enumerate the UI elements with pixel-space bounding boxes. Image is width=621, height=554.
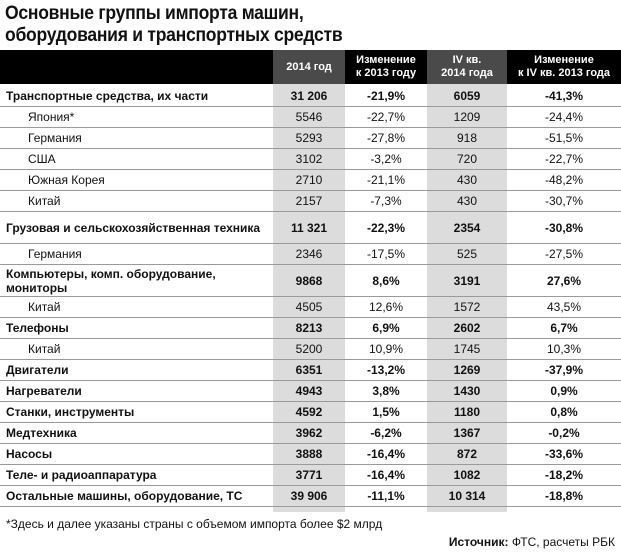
cell-q4-2014: 3191 bbox=[453, 273, 481, 288]
cell-change-q4-2013: -41,3% bbox=[544, 89, 584, 103]
table-row bbox=[0, 212, 621, 244]
cell-q4-2014: 10 314 bbox=[448, 489, 486, 503]
cell-2014: 2710 bbox=[295, 173, 323, 187]
page-title bbox=[5, 2, 554, 46]
cell-2014: 39 906 bbox=[290, 489, 328, 503]
cell-2014: 5200 bbox=[295, 342, 323, 356]
cell-change-2013: -16,4% bbox=[366, 468, 406, 482]
data-table bbox=[0, 86, 621, 507]
row-label: США bbox=[28, 152, 56, 166]
cell-change-q4-2013: -30,8% bbox=[544, 220, 584, 235]
cell-2014: 2157 bbox=[295, 194, 323, 208]
cell-q4-2014: 1745 bbox=[453, 342, 481, 356]
cell-change-2013: -3,2% bbox=[370, 152, 402, 166]
table-row bbox=[0, 297, 621, 318]
cell-q4-2014: 430 bbox=[456, 173, 478, 187]
row-label: Нагреватели bbox=[6, 384, 82, 398]
row-label: Южная Корея bbox=[28, 173, 105, 187]
cell-q4-2014: 872 bbox=[456, 447, 478, 461]
row-label: Китай bbox=[28, 194, 61, 208]
table-row bbox=[0, 128, 621, 149]
cell-change-2013: -7,3% bbox=[370, 194, 402, 208]
cell-2014: 6351 bbox=[295, 363, 323, 377]
cell-q4-2014: 6059 bbox=[453, 89, 481, 103]
cell-2014: 4505 bbox=[295, 300, 323, 314]
cell-change-2013: 12,6% bbox=[368, 300, 404, 314]
cell-change-2013: -27,8% bbox=[366, 131, 406, 145]
cell-2014: 5546 bbox=[295, 110, 323, 124]
cell-q4-2014: 1180 bbox=[453, 405, 481, 419]
table-row bbox=[0, 423, 621, 444]
cell-q4-2014: 525 bbox=[456, 247, 478, 261]
table-row bbox=[0, 149, 621, 170]
row-label: Германия bbox=[28, 131, 82, 145]
source-note bbox=[449, 535, 615, 549]
row-label: Теле- и радиоаппаратура bbox=[6, 468, 157, 482]
table-row bbox=[0, 107, 621, 128]
header-change-q4-2013: Изменение к IV кв. 2013 года bbox=[517, 54, 611, 79]
row-label: Китай bbox=[28, 300, 61, 314]
table-row bbox=[0, 381, 621, 402]
cell-change-2013: -21,1% bbox=[366, 173, 406, 187]
cell-change-q4-2013: -24,4% bbox=[544, 110, 584, 124]
cell-q4-2014: 2602 bbox=[453, 321, 481, 335]
cell-2014: 5293 bbox=[295, 131, 323, 145]
cell-change-2013: 3,8% bbox=[372, 384, 400, 398]
cell-2014: 3102 bbox=[295, 152, 323, 166]
cell-change-q4-2013: -22,7% bbox=[544, 152, 584, 166]
table-row bbox=[0, 339, 621, 360]
cell-q4-2014: 1572 bbox=[453, 300, 481, 314]
cell-change-q4-2013: -33,6% bbox=[544, 447, 584, 461]
table-row bbox=[0, 244, 621, 265]
cell-q4-2014: 1082 bbox=[453, 468, 481, 482]
cell-2014: 2346 bbox=[295, 247, 323, 261]
cell-change-q4-2013: -51,5% bbox=[544, 131, 584, 145]
row-label: Транспортные средства, их части bbox=[6, 89, 209, 103]
row-label: Китай bbox=[28, 342, 61, 356]
cell-change-q4-2013: -27,5% bbox=[544, 247, 584, 261]
table-row bbox=[0, 191, 621, 212]
cell-2014: 3888 bbox=[295, 447, 323, 461]
cell-2014: 11 321 bbox=[290, 220, 328, 235]
cell-2014: 31 206 bbox=[290, 89, 328, 103]
source-text: ФТС, расчеты РБК bbox=[508, 535, 615, 549]
row-label: Станки, инструменты bbox=[6, 405, 135, 419]
cell-2014: 3962 bbox=[295, 426, 323, 440]
cell-change-2013: -11,1% bbox=[367, 489, 405, 503]
row-label: Телефоны bbox=[6, 321, 69, 335]
cell-2014: 3771 bbox=[295, 468, 323, 482]
source-label: Источник: bbox=[448, 535, 509, 549]
cell-q4-2014: 2354 bbox=[453, 220, 481, 235]
cell-change-2013: -16,4% bbox=[366, 447, 406, 461]
cell-change-q4-2013: -37,9% bbox=[544, 363, 584, 377]
table-row bbox=[0, 86, 621, 107]
table-row bbox=[0, 444, 621, 465]
cell-change-2013: -17,5% bbox=[366, 247, 406, 261]
row-label: Медтехника bbox=[6, 426, 77, 440]
cell-2014: 9868 bbox=[295, 273, 323, 288]
cell-change-q4-2013: 10,3% bbox=[546, 342, 582, 356]
table-row bbox=[0, 486, 621, 507]
table-row bbox=[0, 265, 621, 297]
table-row bbox=[0, 402, 621, 423]
cell-q4-2014: 918 bbox=[456, 131, 478, 145]
cell-2014: 4592 bbox=[295, 405, 323, 419]
table-row bbox=[0, 360, 621, 381]
row-label: Германия bbox=[28, 247, 82, 261]
header-q4-2014: IV кв. 2014 года bbox=[427, 50, 507, 84]
cell-change-2013: 1,5% bbox=[372, 405, 400, 419]
cell-change-2013: 10,9% bbox=[368, 342, 404, 356]
title-line-1: Основные группы импорта машин, bbox=[5, 2, 304, 24]
cell-2014: 8213 bbox=[295, 321, 323, 335]
cell-2014: 4943 bbox=[295, 384, 323, 398]
cell-change-q4-2013: 43,5% bbox=[546, 300, 582, 314]
cell-change-q4-2013: 0,9% bbox=[550, 384, 578, 398]
footnote: *Здесь и далее указаны страны с объемом импорта более $2 млрд bbox=[6, 517, 383, 531]
cell-q4-2014: 720 bbox=[456, 152, 478, 166]
cell-change-2013: -6,2% bbox=[370, 426, 402, 440]
table-header bbox=[0, 50, 621, 84]
cell-change-q4-2013: 0,8% bbox=[550, 405, 578, 419]
cell-change-2013: -22,3% bbox=[366, 220, 406, 235]
row-label: Двигатели bbox=[6, 363, 69, 377]
cell-change-q4-2013: -18,8% bbox=[544, 489, 584, 503]
cell-change-2013: 8,6% bbox=[372, 273, 400, 288]
cell-change-2013: -22,7% bbox=[366, 110, 406, 124]
cell-change-q4-2013: -48,2% bbox=[544, 173, 584, 187]
header-2014: 2014 год bbox=[273, 50, 345, 84]
cell-q4-2014: 1367 bbox=[453, 426, 481, 440]
row-label: Остальные машины, оборудование, ТС bbox=[6, 489, 243, 503]
cell-change-2013: -13,2% bbox=[366, 363, 406, 377]
cell-q4-2014: 430 bbox=[456, 194, 478, 208]
cell-change-2013: -21,9% bbox=[366, 89, 406, 103]
row-label: Грузовая и сельскохозяйственная техника bbox=[6, 220, 261, 235]
cell-change-q4-2013: -0,2% bbox=[548, 426, 580, 440]
table-row bbox=[0, 170, 621, 191]
cell-change-q4-2013: -30,7% bbox=[544, 194, 584, 208]
cell-q4-2014: 1209 bbox=[453, 110, 481, 124]
cell-q4-2014: 1269 bbox=[453, 363, 481, 377]
header-change-2013: Изменение к 2013 году bbox=[355, 54, 417, 79]
row-label: Компьютеры, комп. оборудование, мониторы bbox=[6, 266, 216, 295]
cell-q4-2014: 1430 bbox=[453, 384, 481, 398]
cell-change-q4-2013: 27,6% bbox=[546, 273, 582, 288]
table-row bbox=[0, 318, 621, 339]
cell-change-q4-2013: -18,2% bbox=[544, 468, 584, 482]
row-label: Насосы bbox=[6, 447, 53, 461]
cell-change-2013: 6,9% bbox=[372, 321, 400, 335]
row-label: Япония* bbox=[28, 110, 75, 124]
table-row bbox=[0, 465, 621, 486]
cell-change-q4-2013: 6,7% bbox=[550, 321, 578, 335]
title-line-2: оборудования и транспортных средств bbox=[5, 24, 343, 46]
